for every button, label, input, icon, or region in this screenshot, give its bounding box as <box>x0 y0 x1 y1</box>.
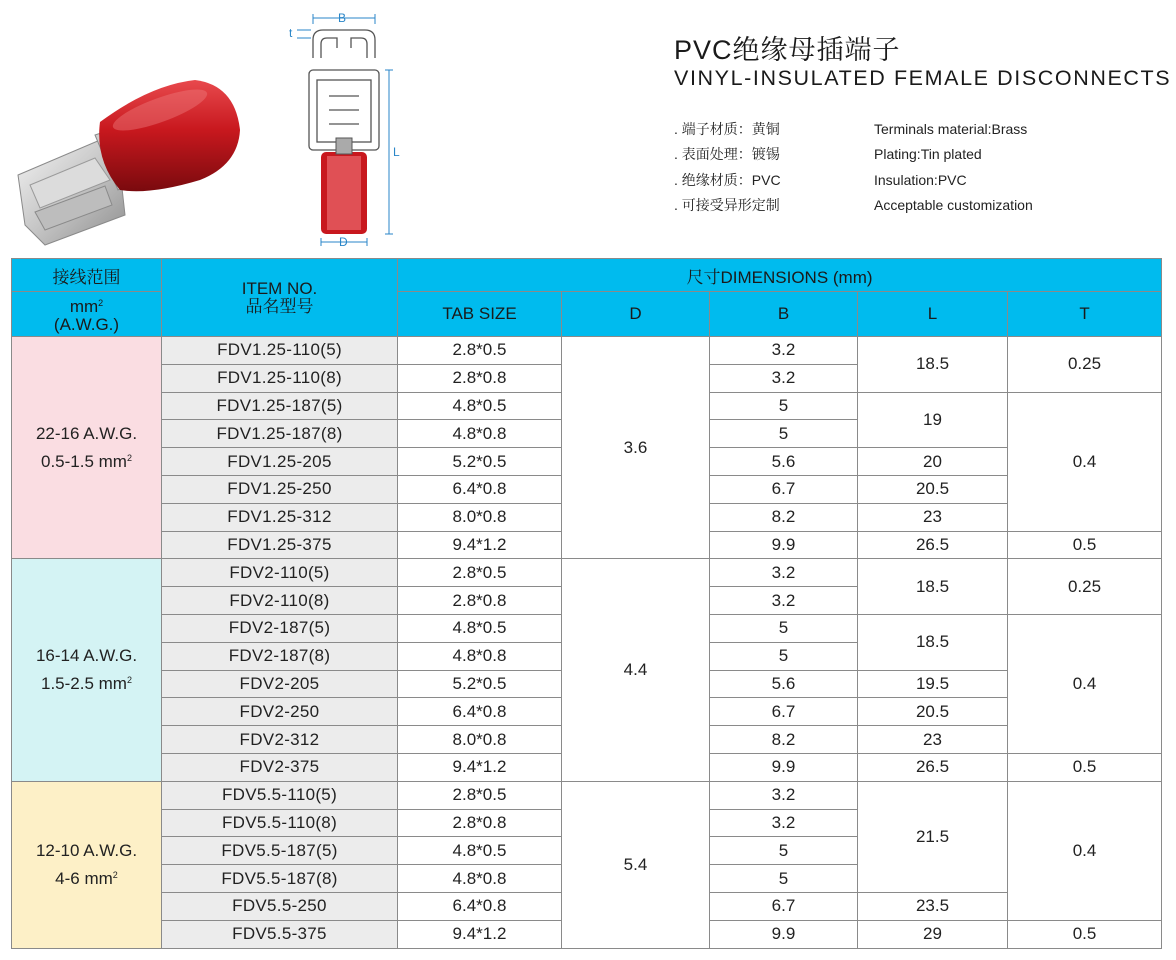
spec-en: Terminals material:Brass <box>874 120 1028 137</box>
b-cell: 3.2 <box>710 559 858 587</box>
header-b: B <box>710 292 858 337</box>
item-no-cell: FDV5.5-375 <box>162 920 398 948</box>
header-item-en: ITEM NO. <box>241 278 318 298</box>
item-no-cell: FDV5.5-187(5) <box>162 837 398 865</box>
table-row <box>12 559 1162 587</box>
l-cell: 20.5 <box>858 698 1008 726</box>
item-no-cell: FDV1.25-187(8) <box>162 420 398 448</box>
b-cell: 6.7 <box>710 475 858 503</box>
dim-b-label: B <box>338 11 347 25</box>
tab-size-cell: 6.4*0.8 <box>398 698 562 726</box>
b-cell: 3.2 <box>710 781 858 809</box>
b-cell: 8.2 <box>710 503 858 531</box>
tab-size-cell: 2.8*0.8 <box>398 364 562 392</box>
header-awg: (A.W.G.) <box>53 315 120 334</box>
b-cell: 5 <box>710 642 858 670</box>
tab-size-cell: 2.8*0.8 <box>398 809 562 837</box>
item-no-cell: FDV5.5-110(5) <box>162 781 398 809</box>
title-chinese: PVC绝缘母插端子 <box>674 35 901 65</box>
item-no-cell: FDV5.5-110(8) <box>162 809 398 837</box>
header-unit-sup: 2 <box>98 298 104 308</box>
header-unit <box>12 292 162 337</box>
terminal-photo <box>0 40 270 250</box>
wire-range-awg: 16-14 A.W.G. <box>35 646 138 666</box>
b-cell: 5.6 <box>710 448 858 476</box>
spec-list <box>674 116 1164 218</box>
t-cell: 0.5 <box>1008 531 1162 559</box>
t-cell: 0.5 <box>1008 920 1162 948</box>
b-cell: 5 <box>710 614 858 642</box>
spec-en: Insulation:PVC <box>874 171 967 188</box>
item-no-cell: FDV2-205 <box>162 670 398 698</box>
b-cell: 6.7 <box>710 698 858 726</box>
l-cell: 19 <box>858 392 1008 448</box>
product-header <box>0 0 1176 258</box>
item-no-cell: FDV1.25-312 <box>162 503 398 531</box>
spec-cn: . 端子材质：黄铜 <box>674 120 780 137</box>
item-no-cell: FDV2-187(5) <box>162 614 398 642</box>
wire-range-awg: 12-10 A.W.G. <box>35 840 138 860</box>
title-english: VINYL-INSULATED FEMALE DISCONNECTS <box>674 66 1172 90</box>
tab-size-cell: 8.0*0.8 <box>398 726 562 754</box>
l-cell: 23.5 <box>858 892 1008 920</box>
spec-en: Plating:Tin plated <box>874 146 982 163</box>
dim-d-label: D <box>339 235 348 249</box>
header-t: T <box>1008 292 1162 337</box>
tab-size-cell: 4.8*0.8 <box>398 420 562 448</box>
tab-size-cell: 4.8*0.8 <box>398 642 562 670</box>
tab-size-cell: 2.8*0.5 <box>398 337 562 365</box>
header-dimensions: 尺寸DIMENSIONS (mm) <box>398 259 1162 292</box>
t-cell: 0.4 <box>1008 781 1162 920</box>
l-cell: 26.5 <box>858 753 1008 781</box>
tab-size-cell: 5.2*0.5 <box>398 448 562 476</box>
l-cell: 20.5 <box>858 475 1008 503</box>
tab-size-cell: 8.0*0.8 <box>398 503 562 531</box>
header-tab-size: TAB SIZE <box>398 292 562 337</box>
spec-row <box>674 193 1164 219</box>
t-cell: 0.25 <box>1008 337 1162 393</box>
tab-size-cell: 4.8*0.5 <box>398 392 562 420</box>
item-no-cell: FDV2-110(8) <box>162 587 398 615</box>
tab-size-cell: 9.4*1.2 <box>398 753 562 781</box>
tab-size-cell: 2.8*0.8 <box>398 587 562 615</box>
b-cell: 5 <box>710 865 858 893</box>
item-no-cell: FDV1.25-110(8) <box>162 364 398 392</box>
header-l: L <box>858 292 1008 337</box>
item-no-cell: FDV2-312 <box>162 726 398 754</box>
tab-size-cell: 4.8*0.5 <box>398 837 562 865</box>
tab-size-cell: 5.2*0.5 <box>398 670 562 698</box>
t-cell: 0.4 <box>1008 392 1162 531</box>
wire-range-cell <box>12 337 162 559</box>
b-cell: 5 <box>710 837 858 865</box>
dimension-drawing <box>285 6 405 251</box>
item-no-cell: FDV5.5-187(8) <box>162 865 398 893</box>
table-row <box>12 337 1162 365</box>
wire-range-awg: 22-16 A.W.G. <box>35 423 138 443</box>
spec-row <box>674 116 1164 142</box>
spec-row <box>674 142 1164 168</box>
tab-size-cell: 2.8*0.5 <box>398 781 562 809</box>
b-cell: 9.9 <box>710 920 858 948</box>
t-cell: 0.4 <box>1008 614 1162 753</box>
wire-range-sup: 2 <box>126 675 132 686</box>
l-cell: 23 <box>858 503 1008 531</box>
wire-range-mm: 1.5-2.5 mm <box>41 674 127 694</box>
b-cell: 3.2 <box>710 337 858 365</box>
wire-range-sup: 2 <box>126 452 132 463</box>
tab-size-cell: 4.8*0.5 <box>398 614 562 642</box>
header-wire-range: 接线范围 <box>12 259 162 292</box>
header-item-no <box>162 259 398 337</box>
table-row <box>12 781 1162 809</box>
item-no-cell: FDV1.25-375 <box>162 531 398 559</box>
b-cell: 9.9 <box>710 753 858 781</box>
spec-row <box>674 167 1164 193</box>
item-no-cell: FDV2-375 <box>162 753 398 781</box>
item-no-cell: FDV1.25-110(5) <box>162 337 398 365</box>
l-cell: 20 <box>858 448 1008 476</box>
dim-t-label: t <box>289 26 293 40</box>
tab-size-cell: 9.4*1.2 <box>398 920 562 948</box>
l-cell: 18.5 <box>858 559 1008 615</box>
b-cell: 5.6 <box>710 670 858 698</box>
wire-range-mm: 0.5-1.5 mm <box>41 451 127 471</box>
spec-cn: . 绝缘材质：PVC <box>674 171 781 188</box>
d-cell: 5.4 <box>562 781 710 948</box>
d-cell: 3.6 <box>562 337 710 559</box>
l-cell: 19.5 <box>858 670 1008 698</box>
t-cell: 0.25 <box>1008 559 1162 615</box>
header-unit-mm: mm <box>69 297 99 316</box>
b-cell: 8.2 <box>710 726 858 754</box>
item-no-cell: FDV2-250 <box>162 698 398 726</box>
dimensions-table <box>11 258 1162 949</box>
b-cell: 3.2 <box>710 809 858 837</box>
tab-size-cell: 4.8*0.8 <box>398 865 562 893</box>
b-cell: 6.7 <box>710 892 858 920</box>
b-cell: 5 <box>710 392 858 420</box>
l-cell: 18.5 <box>858 337 1008 393</box>
l-cell: 26.5 <box>858 531 1008 559</box>
wire-range-cell <box>12 781 162 948</box>
item-no-cell: FDV1.25-250 <box>162 475 398 503</box>
header-item-cn: 品名型号 <box>245 296 314 316</box>
dim-l-label: L <box>393 145 400 159</box>
item-no-cell: FDV2-110(5) <box>162 559 398 587</box>
l-cell: 18.5 <box>858 614 1008 670</box>
item-no-cell: FDV1.25-187(5) <box>162 392 398 420</box>
tab-size-cell: 6.4*0.8 <box>398 892 562 920</box>
l-cell: 21.5 <box>858 781 1008 892</box>
b-cell: 3.2 <box>710 364 858 392</box>
b-cell: 3.2 <box>710 587 858 615</box>
spec-cn: . 可接受异形定制 <box>674 197 780 214</box>
d-cell: 4.4 <box>562 559 710 781</box>
item-no-cell: FDV1.25-205 <box>162 448 398 476</box>
item-no-cell: FDV2-187(8) <box>162 642 398 670</box>
spec-cn: . 表面处理：镀锡 <box>674 146 780 163</box>
tab-size-cell: 9.4*1.2 <box>398 531 562 559</box>
spec-en: Acceptable customization <box>874 197 1033 214</box>
wire-range-cell <box>12 559 162 781</box>
l-cell: 29 <box>858 920 1008 948</box>
b-cell: 5 <box>710 420 858 448</box>
tab-size-cell: 2.8*0.5 <box>398 559 562 587</box>
t-cell: 0.5 <box>1008 753 1162 781</box>
tab-size-cell: 6.4*0.8 <box>398 475 562 503</box>
item-no-cell: FDV5.5-250 <box>162 892 398 920</box>
wire-range-mm: 4-6 mm <box>55 868 113 888</box>
wire-range-sup: 2 <box>112 869 118 880</box>
b-cell: 9.9 <box>710 531 858 559</box>
l-cell: 23 <box>858 726 1008 754</box>
header-d: D <box>562 292 710 337</box>
